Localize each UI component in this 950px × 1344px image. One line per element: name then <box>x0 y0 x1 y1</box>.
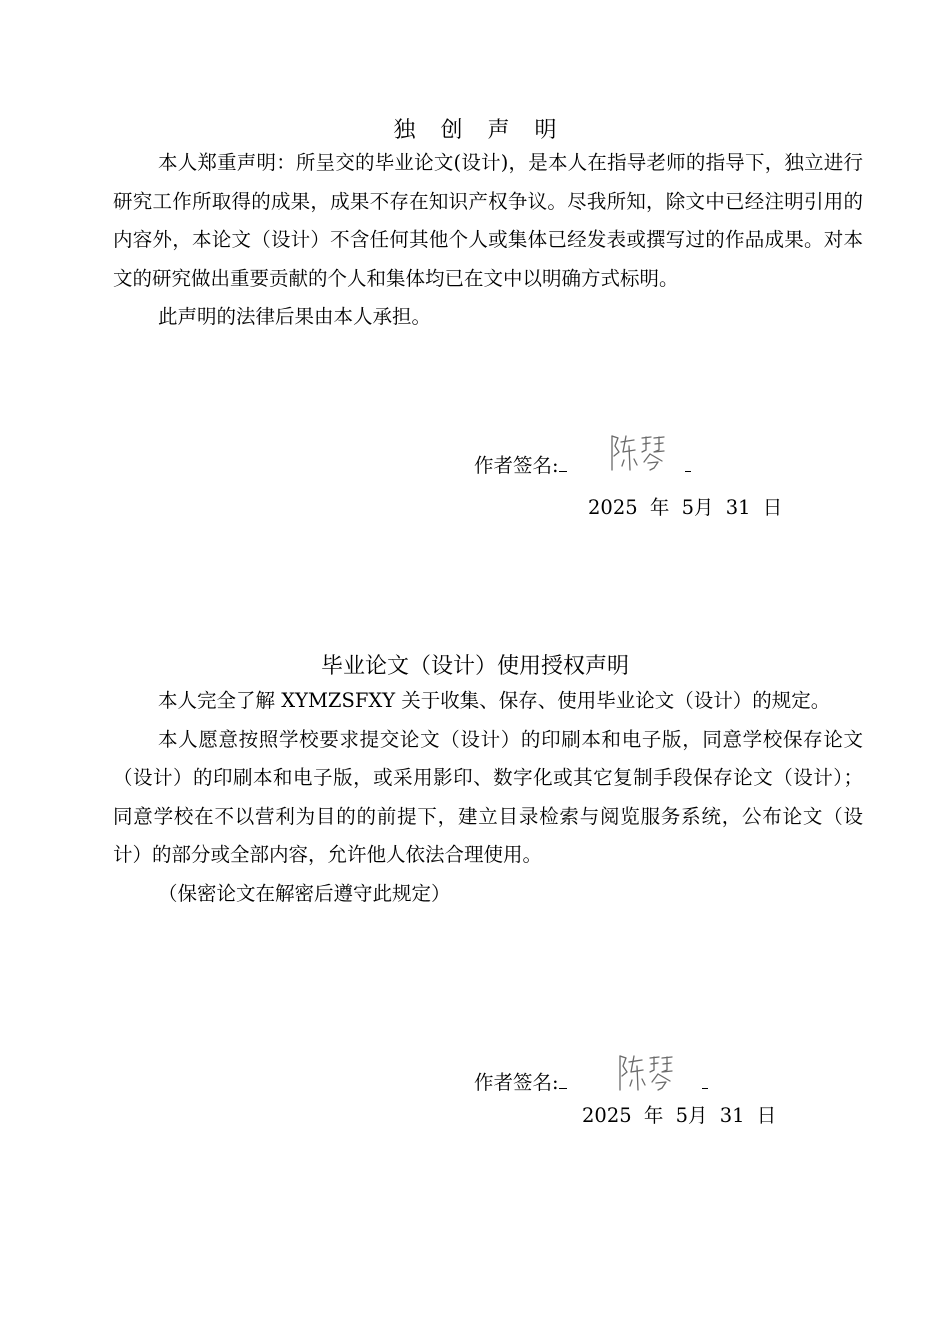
originality-paragraph: 此声明的法律后果由本人承担。 <box>158 305 432 329</box>
date-year-unit: 年 <box>643 1104 664 1127</box>
authorization-paragraph: 本人愿意按照学校要求提交论文（设计）的印刷本和电子版，同意学校保存论文（设计）的印刷本和电子版，或采用影印、数字化或其它复制手段保存论文（设计）；同意学校在不以营利为目的的前提下，建立目录检索与阅览服务系统，公布论文（设计）的部分或全部内容，允许他人依法合理使用。 <box>113 727 863 867</box>
originality-paragraph: 本人郑重声明：所呈交的毕业论文(设计)，是本人在指导老师的指导下，独立进行研究工作所取得的成果，成果不存在知识产权争议。尽我所知，除文中已经注明引用的内容外，本论文（设计）不含任何其他个人或集体已经发表或撰写过的作品成果。对本文的研究做出重要贡献的个人和集体均已在文中以明确方式标明。 <box>113 151 863 290</box>
date-day-unit: 日 <box>756 1104 777 1127</box>
authorization-paragraph: 本人完全了解 XYMZSFXY 关于收集、保存、使用毕业论文（设计）的规定。 <box>158 689 831 712</box>
authorization-title: 毕业论文（设计）使用授权声明 <box>320 654 629 679</box>
date-day: 31 <box>719 1104 745 1127</box>
signature-label: 作者签名: <box>474 1071 559 1094</box>
originality-date <box>588 494 782 522</box>
authorization-body <box>113 682 863 914</box>
signature-underline <box>702 1088 708 1089</box>
signature-label: 作者签名: <box>474 454 559 477</box>
authorization-date <box>582 1102 776 1130</box>
date-year-unit: 年 <box>649 496 670 519</box>
handwritten-signature <box>606 430 676 478</box>
confidential-note: （保密论文在解密后遵守此规定） <box>158 881 451 905</box>
signature-underline <box>559 1088 567 1089</box>
originality-title: 独 创 声 明 <box>393 118 566 143</box>
signature-underline <box>559 471 567 472</box>
signature-underline <box>685 471 691 472</box>
date-day-unit: 日 <box>762 496 783 519</box>
date-month: 5 <box>681 496 694 519</box>
handwritten-signature <box>614 1050 684 1098</box>
date-day: 31 <box>725 496 751 519</box>
date-year: 2025 <box>588 496 638 519</box>
date-month-unit: 月 <box>693 496 714 519</box>
date-year: 2025 <box>582 1104 632 1127</box>
date-month: 5 <box>675 1104 688 1127</box>
date-month-unit: 月 <box>687 1104 708 1127</box>
originality-body <box>113 144 863 337</box>
